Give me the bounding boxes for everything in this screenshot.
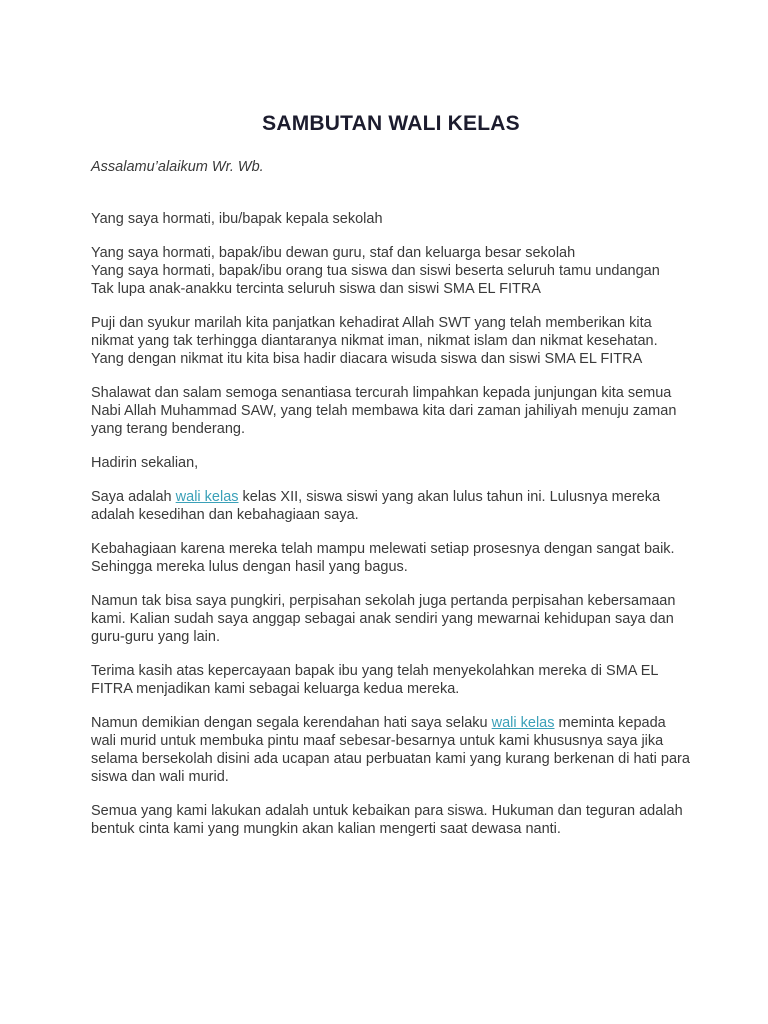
paragraph-semua: Semua yang kami lakukan adalah untuk kebaikan para siswa. Hukuman dan teguran adalah bentuk cinta kami yang mungkin akan kalian mengerti saat dewasa nanti. <box>91 803 683 837</box>
wali-kelas-link[interactable]: wali kelas <box>491 715 555 731</box>
paragraph-kebahagiaan: Kebahagiaan karena mereka telah mampu melewati setiap prosesnya dengan sangat baik. Sehingga mereka lulus dengan hasil yang bagus. <box>91 541 675 575</box>
paragraph-text: meminta kepada wali murid untuk membuka pintu maaf sebesar-besarnya untuk kami khususnya saya jika selama bersekolah disini ada ucapan atau perbuatan kami yang kurang berkenan di hati para siswa dan wali murid. <box>91 715 690 785</box>
wali-kelas-link[interactable]: wali kelas <box>175 489 239 505</box>
paragraph-text: Saya adalah <box>91 489 176 505</box>
greeting: Assalamu’alaikum Wr. Wb. <box>91 159 264 175</box>
salutation-parents: Yang saya hormati, bapak/ibu orang tua siswa dan siswi beserta seluruh tamu undangan <box>91 263 660 279</box>
document-body <box>91 110 691 854</box>
paragraph-saya-adalah <box>91 488 691 524</box>
paragraph-text: kelas XII, siswa siswi yang akan lulus tahun ini. Lulusnya mereka adalah kesedihan dan kebahagiaan saya. <box>91 489 661 523</box>
paragraph-perpisahan: Namun tak bisa saya pungkiri, perpisahan sekolah juga pertanda perpisahan kebersamaan kami. Kalian sudah saya anggap sebagai anak sendiri yang mewarnai kehidupan saya dan guru-guru yang lain. <box>91 593 676 645</box>
document-title: SAMBUTAN WALI KELAS <box>262 112 520 135</box>
paragraph-shalawat: Shalawat dan salam semoga senantiasa tercurah limpahkan kepada junjungan kita semua Nabi Allah Muhammad SAW, yang telah membawa kita dari zaman jahiliyah menuju zaman yang terang benderang. <box>91 385 677 437</box>
salutation-teachers: Yang saya hormati, bapak/ibu dewan guru, staf dan keluarga besar sekolah <box>91 245 576 261</box>
paragraph-puji: Puji dan syukur marilah kita panjatkan kehadirat Allah SWT yang telah memberikan kita nikmat yang tak terhingga diantaranya nikmat iman, nikmat islam dan nikmat kesehatan. Yang dengan nikmat itu kita bisa hadir diacara wisuda siswa dan siswi SMA EL FITRA <box>91 315 658 367</box>
salutation-students: Tak lupa anak-anakku tercinta seluruh siswa dan siswi SMA EL FITRA <box>91 281 541 297</box>
salutation-group <box>91 244 691 298</box>
paragraph-terima-kasih: Terima kasih atas kepercayaan bapak ibu yang telah menyekolahkan mereka di SMA EL FITRA menjadikan kami sebagai keluarga kedua mereka. <box>91 663 658 697</box>
paragraph-text: Namun demikian dengan segala kerendahan hati saya selaku <box>91 715 492 731</box>
paragraph-permohonan-maaf <box>91 714 691 786</box>
salutation-principal: Yang saya hormati, ibu/bapak kepala sekolah <box>91 211 383 227</box>
paragraph-hadirin: Hadirin sekalian, <box>91 455 199 471</box>
